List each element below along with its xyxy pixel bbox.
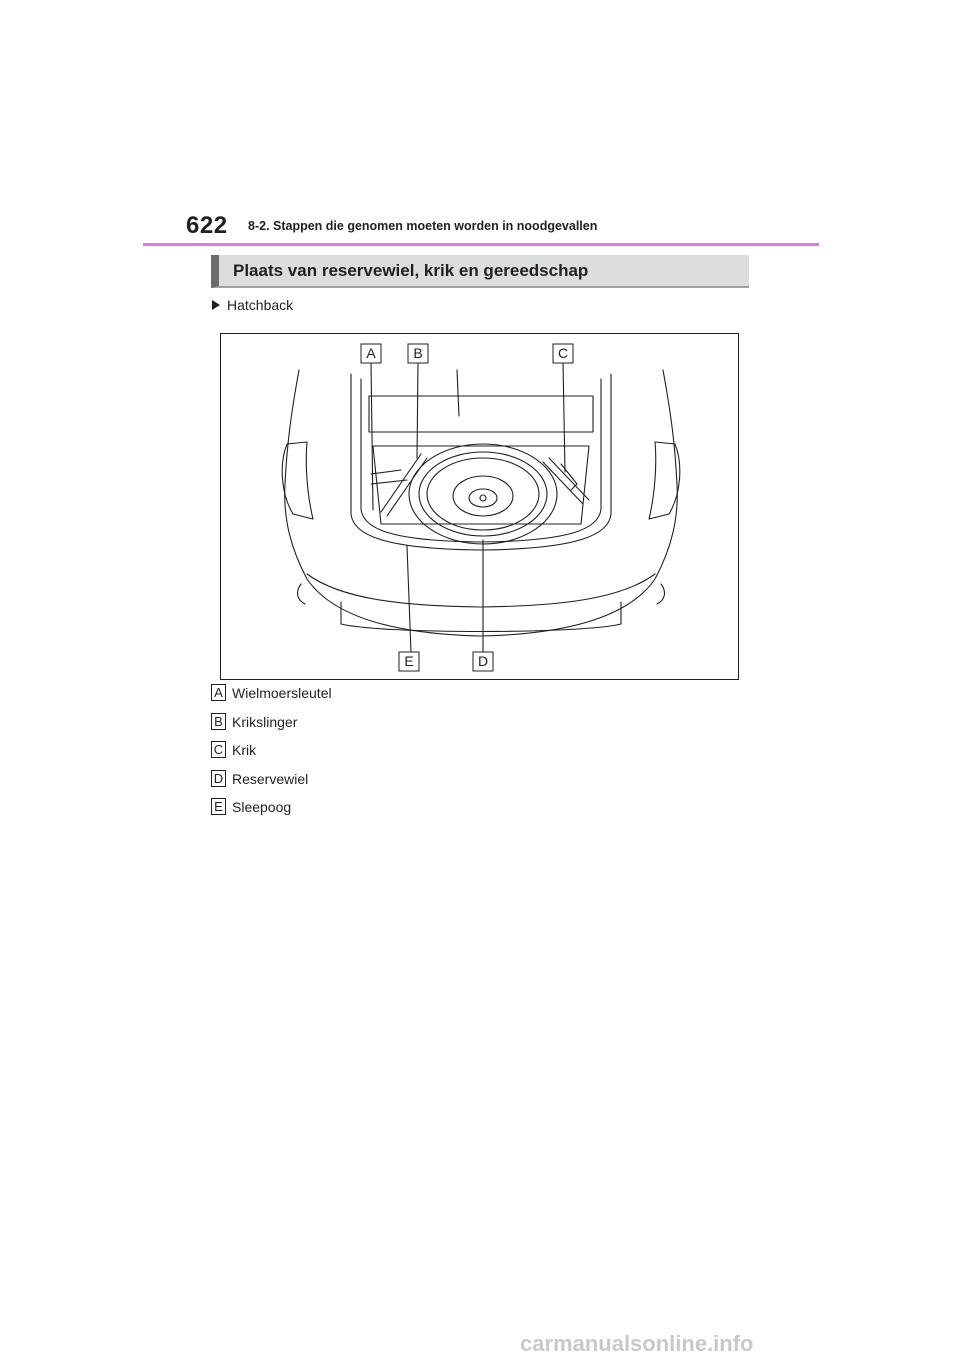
section-header <box>211 255 749 288</box>
section-title: Plaats van reservewiel, krik en gereedschap <box>233 261 589 280</box>
variant-text: Hatchback <box>227 297 294 313</box>
jack <box>543 458 589 504</box>
triangle-bullet-icon <box>212 300 220 310</box>
legend-key: A <box>211 684 226 701</box>
rear-seat-back <box>369 396 593 432</box>
spare-wheel-rim <box>453 476 513 516</box>
callout-line-e <box>407 546 411 652</box>
legend-key: C <box>211 741 226 758</box>
watermark: carmanualsonline.info <box>520 1331 754 1356</box>
trunk-drawing <box>221 334 740 681</box>
legend-key: B <box>211 713 226 730</box>
wheel-hub <box>469 489 497 507</box>
header-divider <box>143 243 819 246</box>
seat-divider <box>457 370 459 416</box>
legend-label: Sleepoog <box>232 799 292 815</box>
callout-line-b <box>417 362 418 458</box>
callout-c: C <box>557 345 569 361</box>
trunk-illustration <box>220 333 739 680</box>
variant-label <box>212 297 293 313</box>
legend-key: E <box>211 798 226 815</box>
chapter-title: 8-2. Stappen die genomen moeten worden in noodgevallen <box>248 219 598 233</box>
legend-label: Krik <box>232 742 257 758</box>
callout-a: A <box>366 345 376 361</box>
legend-label: Wielmoersleutel <box>232 685 332 701</box>
legend-label: Krikslinger <box>232 713 298 730</box>
license-plate-recess <box>341 602 621 632</box>
callout-b: B <box>413 345 423 361</box>
page-number: 622 <box>186 212 228 239</box>
rear-bumper <box>307 574 655 607</box>
legend-label: Reservewiel <box>232 770 309 787</box>
callout-line-c <box>563 362 565 472</box>
callout-d: D <box>477 653 489 669</box>
callout-line-a <box>371 362 373 510</box>
car-body-outline <box>285 370 678 636</box>
callout-e: E <box>404 653 414 669</box>
legend-key: D <box>211 770 226 787</box>
spare-tire-outer <box>409 444 557 544</box>
